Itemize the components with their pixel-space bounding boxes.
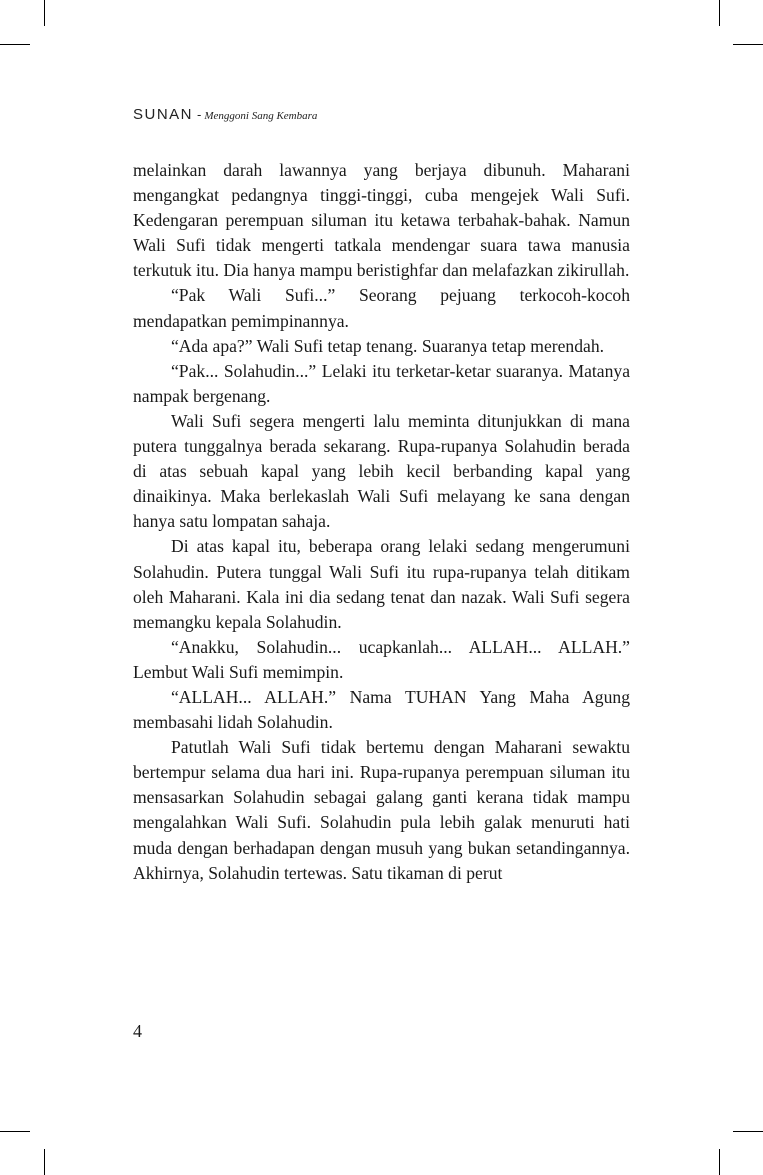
book-subtitle: Menggoni Sang Kembara (204, 110, 318, 122)
paragraph: “Pak Wali Sufi...” Seorang pejuang terkocoh-kocoh mendapatkan pemimpinannya. (133, 285, 630, 331)
crop-mark-bottom-left-vertical (44, 1149, 45, 1175)
paragraph: “ALLAH... ALLAH.” Nama TUHAN Yang Maha Agung membasahi lidah Solahudin. (133, 686, 630, 733)
crop-mark-bottom-right-horizontal (733, 1131, 763, 1132)
paragraph: Di atas kapal itu, beberapa orang lelaki sedang mengerumuni Solahudin. Putera tunggal Wali Sufi itu rupa-rupanya telah ditikam oleh Maharani. Kala ini dia sedang tenat dan nazak. Wali Sufi segera memangku kepala Solahudin. (133, 536, 630, 632)
paragraph: “Anakku, Solahudin... ucapkanlah... ALLAH... ALLAH.” Lembut Wali Sufi memimpin. (133, 636, 630, 682)
running-head (133, 104, 317, 123)
paragraph: Wali Sufi segera mengerti lalu meminta ditunjukkan di mana putera tunggalnya berada sekarang. Rupa-rupanya Solahudin berada di atas sebuah kapal yang lebih kecil berbanding kapal yang dinaikinya. Maka berlekaslah Wali Sufi melayang ke sana dengan hanya satu lompatan sahaja. (133, 410, 630, 532)
crop-mark-top-left-horizontal (0, 44, 30, 45)
crop-mark-bottom-left-horizontal (0, 1131, 30, 1132)
paragraph: “Ada apa?” Wali Sufi tetap tenang. Suaranya tetap merendah. (171, 335, 605, 356)
crop-mark-top-right-horizontal (733, 44, 763, 45)
book-title: SUNAN (133, 106, 194, 123)
body-text (133, 158, 630, 886)
header-separator: - (197, 107, 202, 122)
page-number: 4 (133, 1021, 142, 1041)
crop-mark-top-right-vertical (719, 0, 720, 26)
paragraph: Patutlah Wali Sufi tidak bertemu dengan Maharani sewaktu bertempur selama dua hari ini. Rupa-rupanya perempuan siluman itu mensasarkan Solahudin sebagai galang ganti kerana tidak mampu mengalahkan Wali Sufi. Solahudin pula lebih galak menuruti hati muda dengan berhadapan dengan musuh yang bukan setandingannya. Akhirnya, Solahudin tertewas. Satu tikaman di perut (133, 737, 630, 883)
crop-mark-bottom-right-vertical (719, 1149, 720, 1175)
crop-mark-top-left-vertical (44, 0, 45, 26)
paragraph: melainkan darah lawannya yang berjaya dibunuh. Maharani mengangkat pedangnya tinggi-tinggi, cuba mengejek Wali Sufi. Kedengaran perempuan siluman itu ketawa terbahak-bahak. Namun Wali Sufi tidak mengerti tatkala mendengar suara tawa manusia terkutuk itu. Dia hanya mampu beristighfar dan melafazkan zikirullah. (133, 160, 630, 281)
paragraph: “Pak... Solahudin...” Lelaki itu terketar-ketar suaranya. Matanya nampak bergenang. (133, 360, 630, 406)
